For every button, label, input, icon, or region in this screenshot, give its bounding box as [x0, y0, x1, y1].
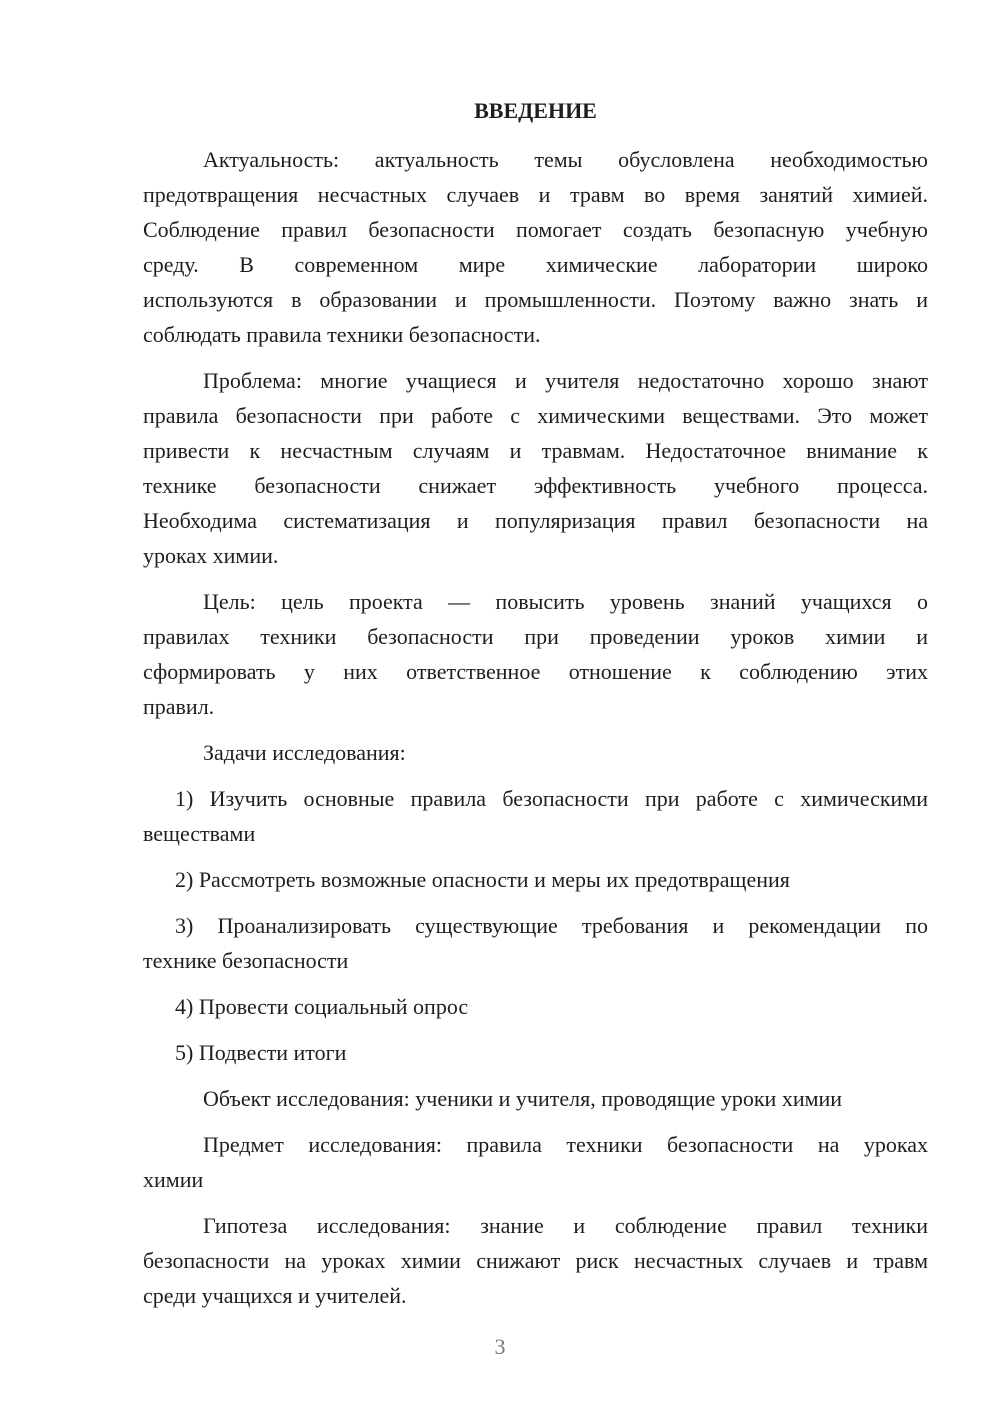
- text-line: правила безопасности при работе с химическими веществами. Это может: [143, 403, 928, 428]
- text-line: 1) Изучить основные правила безопасности при работе с химическими: [175, 786, 928, 811]
- paragraph-relevance: [143, 142, 928, 352]
- text-line: 2) Рассмотреть возможные опасности и меры их предотвращения: [175, 867, 790, 892]
- paragraph-problem: [143, 363, 928, 573]
- task-item-1: [143, 781, 928, 851]
- text-line: Предмет исследования: правила техники безопасности на уроках: [203, 1132, 928, 1157]
- document-page: [143, 93, 928, 1324]
- paragraph-subject: [143, 1127, 928, 1197]
- text-line: Необходима систематизация и популяризация правил безопасности на: [143, 508, 928, 533]
- text-line: технике безопасности: [143, 948, 349, 973]
- text-line: Гипотеза исследования: знание и соблюдение правил техники: [203, 1213, 928, 1238]
- text-line: Объект исследования: ученики и учителя, проводящие уроки химии: [203, 1086, 843, 1111]
- text-line: сформировать у них ответственное отношение к соблюдению этих: [143, 659, 928, 684]
- text-line: правилах техники безопасности при проведении уроков химии и: [143, 624, 928, 649]
- task-item-5: [143, 1035, 928, 1070]
- page-number: 3: [494, 1334, 506, 1359]
- paragraph-hypothesis: [143, 1208, 928, 1313]
- text-line: используются в образовании и промышленности. Поэтому важно знать и: [143, 287, 928, 312]
- text-line: Задачи исследования:: [203, 740, 406, 765]
- document-body: [143, 142, 928, 1313]
- section-title: ВВЕДЕНИЕ: [474, 98, 597, 123]
- text-line: 4) Провести социальный опрос: [175, 994, 469, 1019]
- paragraph-object: [143, 1081, 928, 1116]
- tasks-heading: [143, 735, 928, 770]
- text-line: привести к несчастным случаям и травмам. Недостаточное внимание к: [143, 438, 928, 463]
- text-line: безопасности на уроках химии снижают риск несчастных случаев и травм: [143, 1248, 928, 1273]
- text-line: 5) Подвести итоги: [175, 1040, 347, 1065]
- text-line: веществами: [143, 821, 256, 846]
- text-line: правил.: [143, 694, 215, 719]
- text-line: Проблема: многие учащиеся и учителя недостаточно хорошо знают: [203, 368, 928, 393]
- task-item-3: [143, 908, 928, 978]
- task-item-2: [143, 862, 928, 897]
- text-line: среди учащихся и учителей.: [143, 1283, 407, 1308]
- paragraph-goal: [143, 584, 928, 724]
- task-item-4: [143, 989, 928, 1024]
- text-line: Цель: цель проекта — повысить уровень знаний учащихся о: [203, 589, 928, 614]
- text-line: уроках химии.: [143, 543, 279, 568]
- text-line: химии: [143, 1167, 204, 1192]
- text-line: предотвращения несчастных случаев и травм во время занятий химией.: [143, 182, 928, 207]
- text-line: среду. В современном мире химические лаборатории широко: [143, 252, 928, 277]
- text-line: Актуальность: актуальность темы обусловлена необходимостью: [203, 147, 928, 172]
- text-line: 3) Проанализировать существующие требования и рекомендации по: [175, 913, 928, 938]
- text-line: Соблюдение правил безопасности помогает создать безопасную учебную: [143, 217, 928, 242]
- text-line: технике безопасности снижает эффективность учебного процесса.: [143, 473, 928, 498]
- text-line: соблюдать правила техники безопасности.: [143, 322, 541, 347]
